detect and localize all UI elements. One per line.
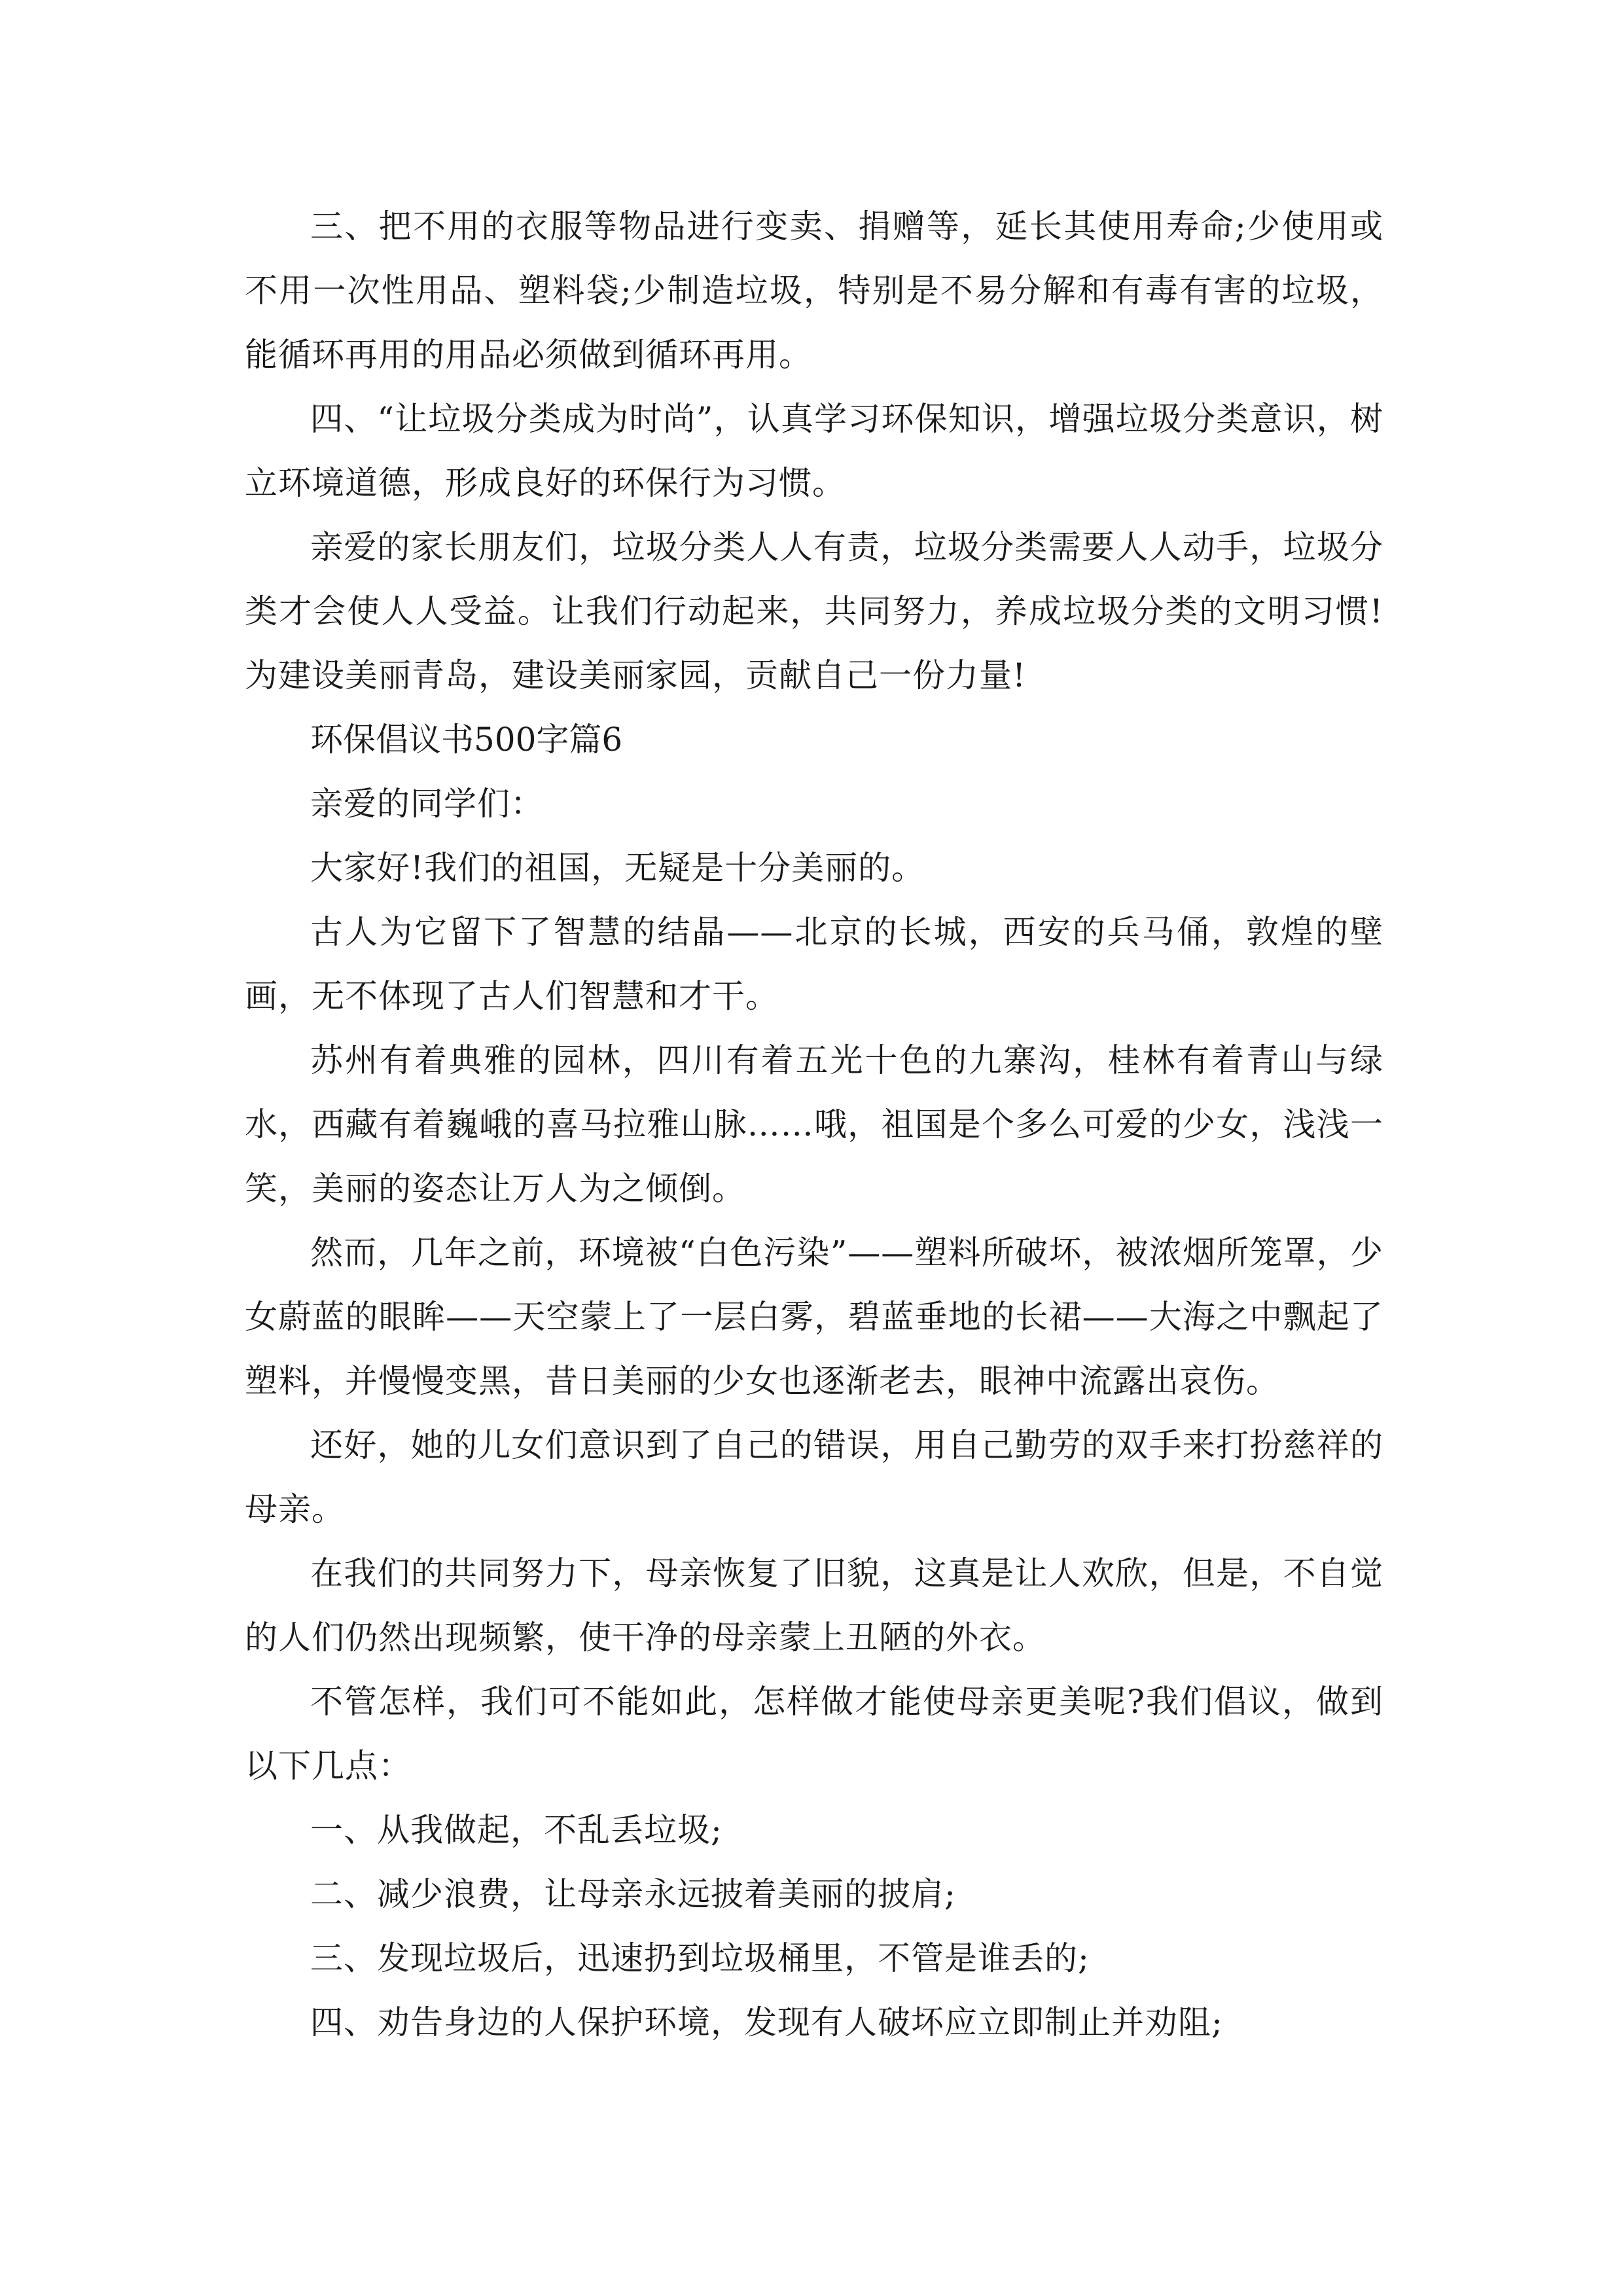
paragraph-fashion-sorting: 四、“让垃圾分类成为时尚”，认真学习环保知识，增强垃圾分类意识，树立环境道德，形成良好的环保行为习惯。 — [245, 400, 1383, 502]
paragraph-restoration: 在我们的共同努力下，母亲恢复了旧貌，这真是让人欢欣，但是，不自觉的人们仍然出现频繁，使干净的母亲蒙上丑陋的外衣。 — [245, 1554, 1383, 1657]
paragraph-recycle-goods: 三、把不用的衣服等物品进行变卖、捐赠等，延长其使用寿命;少使用或不用一次性用品、塑料袋;少制造垃圾，特别是不易分解和有毒有害的垃圾，能循环再用的用品必须做到循环再用。 — [245, 207, 1383, 374]
paragraph-awareness: 还好，她的儿女们意识到了自己的错误，用自己勤劳的双手来打扮慈祥的母亲。 — [245, 1426, 1383, 1528]
paragraph-ancient-wisdom: 古人为它留下了智慧的结晶——北京的长城，西安的兵马俑，敦煌的壁画，无不体现了古人们智慧和才干。 — [245, 913, 1383, 1015]
paragraph-proposal-intro: 不管怎样，我们可不能如此，怎样做才能使母亲更美呢?我们倡议，做到以下几点： — [245, 1683, 1383, 1785]
paragraph-pollution: 然而，几年之前，环境被“白色污染”——塑料所破坏，被浓烟所笼罩，少女蔚蓝的眼眸——天空蒙上了一层白雾，碧蓝垂地的长裙——大海之中飘起了塑料，并慢慢变黑，昔日美丽的少女也逐渐老去，眼神中流露出哀伤。 — [245, 1234, 1383, 1400]
list-item-1: 一、从我做起，不乱丢垃圾; — [310, 1811, 722, 1849]
list-item-4: 四、劝告身边的人保护环境，发现有人破坏应立即制止并劝阻; — [310, 2003, 1223, 2041]
paragraph-scenery: 苏州有着典雅的园林，四川有着五光十色的九寨沟，桂林有着青山与绿水，西藏有着巍峨的喜马拉雅山脉……哦，祖国是个多么可爱的少女，浅浅一笑，美丽的姿态让万人为之倾倒。 — [245, 1041, 1383, 1208]
list-item-2: 二、减少浪费，让母亲永远披着美丽的披肩; — [310, 1875, 956, 1913]
salutation: 亲爱的同学们： — [310, 785, 544, 823]
section-heading: 环保倡议书500字篇6 — [310, 721, 623, 759]
document-body — [245, 194, 1383, 2054]
paragraph-greeting: 大家好!我们的祖国，无疑是十分美丽的。 — [310, 849, 925, 887]
list-item-3: 三、发现垃圾后，迅速扔到垃圾桶里，不管是谁丢的; — [310, 1939, 1090, 1977]
paragraph-parents-appeal: 亲爱的家长朋友们，垃圾分类人人有责，垃圾分类需要人人动手，垃圾分类才会使人人受益。让我们行动起来，共同努力，养成垃圾分类的文明习惯!为建设美丽青岛，建设美丽家园，贡献自己一份力量! — [245, 528, 1383, 694]
